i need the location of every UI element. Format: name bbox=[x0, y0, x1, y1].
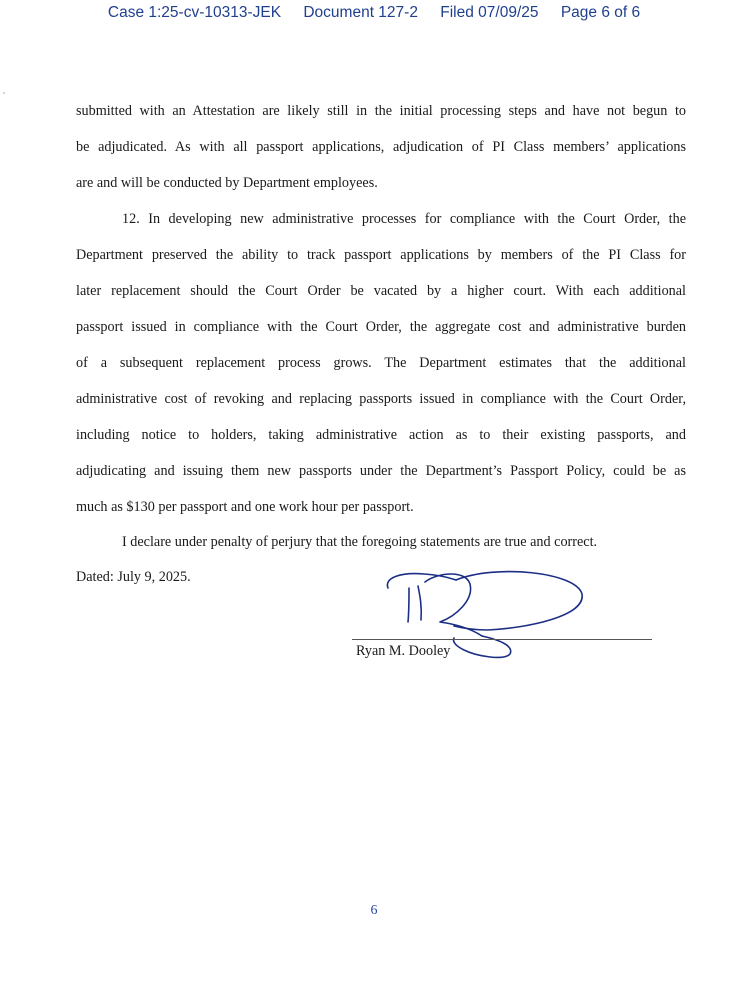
document-number: Document 127-2 bbox=[303, 4, 418, 21]
text-line: passport issued in compliance with the Court Order, the aggregate cost and administrative burden bbox=[76, 319, 686, 335]
text-line: of a subsequent replacement process grows. The Department estimates that the additional bbox=[76, 355, 686, 371]
text-line: administrative cost of revoking and replacing passports issued in compliance with the Court Order, bbox=[76, 391, 686, 407]
text-line: including notice to holders, taking administrative action as to their existing passports, and bbox=[76, 427, 686, 443]
text-line: much as $130 per passport and one work hour per passport. bbox=[76, 499, 414, 515]
signature-line bbox=[352, 639, 652, 640]
text-line: later replacement should the Court Order be vacated by a higher court. With each additional bbox=[76, 283, 686, 299]
text-line: are and will be conducted by Department employees. bbox=[76, 175, 378, 191]
text-line: be adjudicated. As with all passport applications, adjudication of PI Class members’ applications bbox=[76, 139, 686, 155]
page-indicator: Page 6 of 6 bbox=[560, 4, 641, 21]
text-line: 12. In developing new administrative processes for compliance with the Court Order, the bbox=[122, 211, 686, 227]
case-number: Case 1:25-cv-10313-JEK bbox=[107, 4, 282, 21]
dated-line: Dated: July 9, 2025. bbox=[76, 569, 191, 585]
page-number: 6 bbox=[370, 903, 378, 918]
text-line: Department preserved the ability to track passport applications by members of the PI Class for bbox=[76, 247, 686, 263]
signatory-name: Ryan M. Dooley bbox=[356, 643, 451, 659]
text-line: adjudicating and issuing them new passports under the Department’s Passport Policy, could be as bbox=[76, 463, 686, 479]
filed-date: Filed 07/09/25 bbox=[440, 4, 539, 21]
scan-speck bbox=[3, 92, 5, 94]
text-line: submitted with an Attestation are likely still in the initial processing steps and have not begun to bbox=[76, 103, 686, 119]
text-line: I declare under penalty of perjury that the foregoing statements are true and correct. bbox=[122, 534, 598, 550]
court-filing-header bbox=[0, 4, 748, 22]
